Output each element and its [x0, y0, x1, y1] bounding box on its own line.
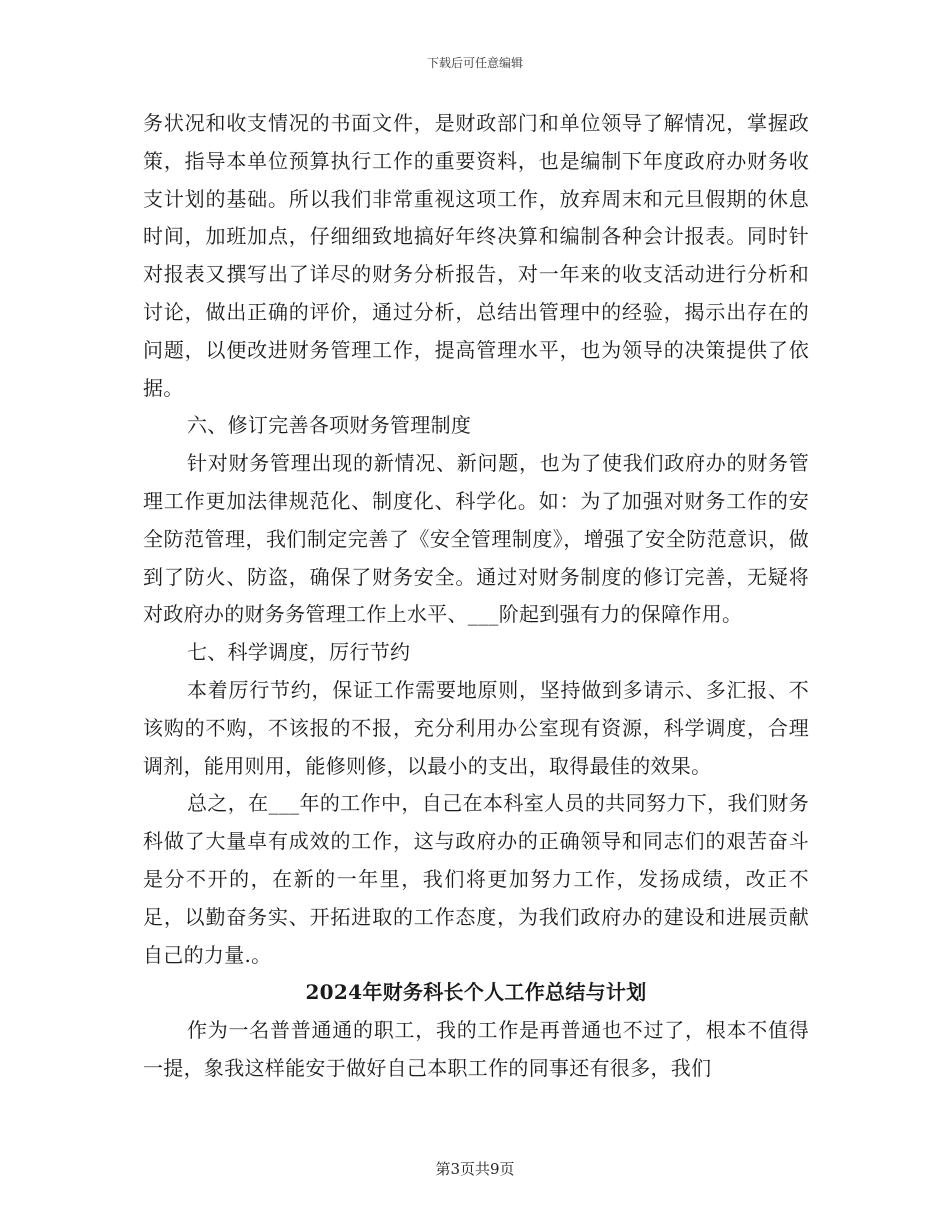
paragraph-section-6: 针对财务管理出现的新情况、新问题，也为了使我们政府办的财务管理工作更加法律规范化、制度化、科学化。如：为了加强对财务工作的安全防范管理，我们制定完善了《安全管理制度》，增强了安全防范意识，做到了防火、防盗，确保了财务安全。通过对财务制度的修订完善，无疑将对政府办的财务务管理工作上水平、___阶起到强有力的保障作用。: [143, 451, 809, 627]
section-heading-6: 六、修订完善各项财务管理制度: [187, 413, 472, 438]
document-title: 2024年财务科长个人工作总结与计划: [305, 980, 647, 1005]
page-number: 第3页共9页: [435, 1160, 515, 1178]
paragraph-continued: 务状况和收支情况的书面文件，是财政部门和单位领导了解情况，掌握政策，指导本单位预算执行工作的重要资料，也是编制下年度政府办财务收支计划的基础。所以我们非常重视这项工作，放弃周末和元旦假期的休息时间，加班加点，仔细细致地搞好年终决算和编制各种会计报表。同时针对报表又撰写出了详尽的财务分析报告，对一年来的收支活动进行分析和讨论，做出正确的评价，通过分析，总结出管理中的经验，揭示出存在的问题，以便改进财务管理工作，提高管理水平，也为领导的决策提供了依据。: [143, 111, 809, 400]
paragraph-conclusion: 总之，在___年的工作中，自己在本科室人员的共同努力下，我们财务科做了大量卓有成效的工作，这与政府办的正确领导和同志们的艰苦奋斗是分不开的，在新的一年里，我们将更加努力工作，发扬成绩，改正不足，以勤奋务实、开拓进取的工作态度，为我们政府办的建设和进展贡献自己的力量.。: [143, 791, 809, 967]
document-body: [143, 105, 809, 1088]
header-note: 下载后可任意编辑: [426, 56, 523, 70]
section-heading-7: 七、科学调度，厉行节约: [187, 640, 411, 665]
paragraph-intro: 作为一名普普通通的职工，我的工作是再普通也不过了，根本不值得一提，象我这样能安于做好自己本职工作的同事还有很多，我们: [143, 1018, 809, 1080]
paragraph-section-7: 本着厉行节约，保证工作需要地原则，坚持做到多请示、多汇报、不该购的不购，不该报的不报，充分利用办公室现有资源，科学调度，合理调剂，能用则用，能修则修，以最小的支出，取得最佳的效果。: [143, 677, 809, 778]
